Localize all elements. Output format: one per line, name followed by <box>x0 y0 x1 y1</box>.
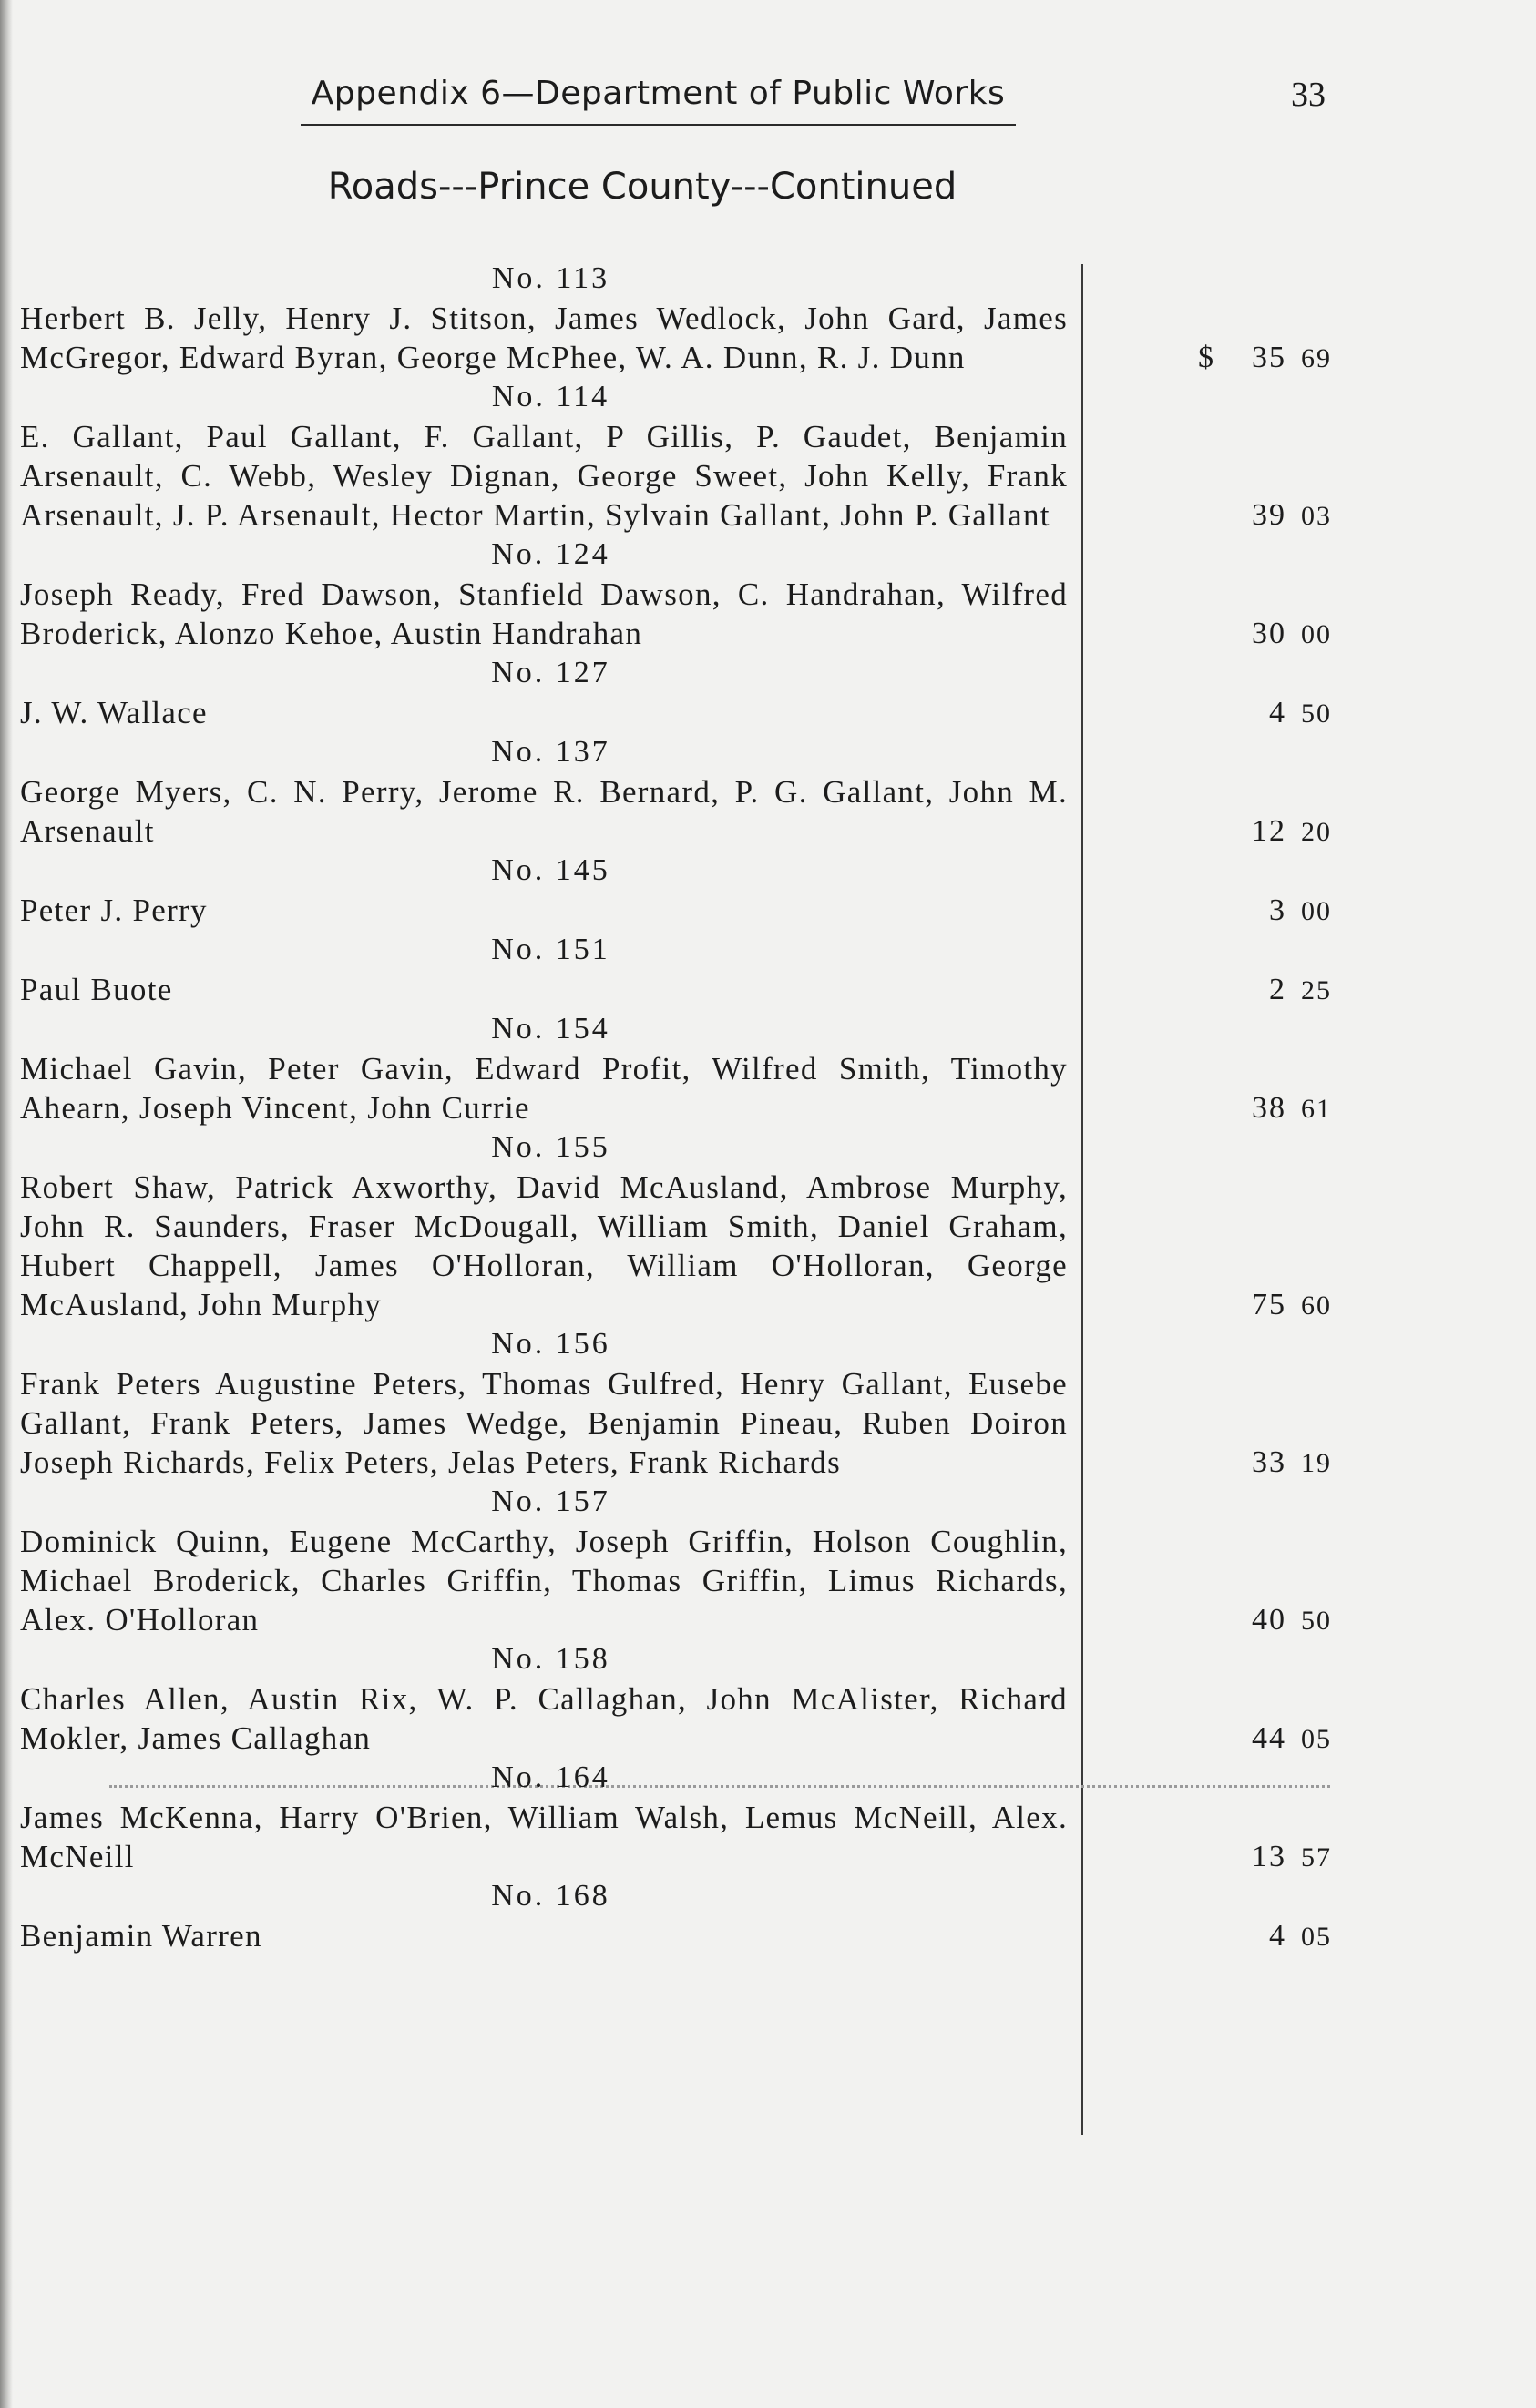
amount-cents: 69 <box>1301 343 1332 373</box>
worker-names: James McKenna, Harry O'Brien, William Walsh, Lemus McNeill, Alex. McNeill <box>20 1800 1068 1874</box>
ledger-entry <box>20 1758 1332 1876</box>
road-number: No. 114 <box>491 380 610 413</box>
ledger-entry <box>20 930 1332 1009</box>
worker-names: E. Gallant, Paul Gallant, F. Gallant, P Gillis, P. Gaudet, Benjamin Arsenault, C. Webb, Wesley Dignan, George Sweet, John Kelly, Frank Arsenault, J. P. Arsenault, Hector Martin, Sylvain Gallant, John P. Gallant <box>20 419 1068 533</box>
amount-cents: 61 <box>1301 1094 1332 1124</box>
amount-cents: 05 <box>1301 1724 1332 1754</box>
road-number: No. 157 <box>491 1485 610 1518</box>
worker-names: Paul Buote <box>20 972 173 1007</box>
ledger-entry <box>20 535 1332 653</box>
worker-names: George Myers, C. N. Perry, Jerome R. Bernard, P. G. Gallant, John M. Arsenault <box>20 774 1068 849</box>
amount-cents: 00 <box>1301 896 1332 926</box>
binding-edge <box>0 0 13 2408</box>
amount-dollars: 13 <box>1252 1840 1286 1873</box>
amount-cents: 57 <box>1301 1842 1332 1872</box>
road-number: No. 156 <box>491 1327 610 1361</box>
amount-dollars: 4 <box>1269 696 1286 730</box>
amount <box>1068 1721 1332 1758</box>
amount-dollars: 44 <box>1252 1721 1286 1755</box>
amount <box>1068 893 1332 930</box>
ledger-entry <box>20 1127 1332 1324</box>
road-number: No. 158 <box>491 1642 610 1676</box>
worker-names: Benjamin Warren <box>20 1918 262 1954</box>
road-number: No. 168 <box>491 1879 610 1913</box>
amount-cents: 20 <box>1301 817 1332 847</box>
amount-cents: 03 <box>1301 501 1332 531</box>
road-number: No. 154 <box>491 1012 610 1046</box>
road-number: No. 124 <box>491 537 610 571</box>
amount-dollars: 40 <box>1252 1603 1286 1637</box>
amount-dollars: 30 <box>1252 617 1286 650</box>
amount <box>1068 1288 1332 1324</box>
worker-names: J. W. Wallace <box>20 695 208 730</box>
amount <box>1068 973 1332 1009</box>
ledger-entry <box>20 1482 1332 1639</box>
worker-names: Charles Allen, Austin Rix, W. P. Callaghan, John McAlister, Richard Mokler, James Callaghan <box>20 1681 1068 1756</box>
header-rule <box>301 124 1016 126</box>
worker-names: Michael Gavin, Peter Gavin, Edward Profit, Wilfred Smith, Timothy Ahearn, Joseph Vincent, John Currie <box>20 1051 1068 1126</box>
amount-dollars: 33 <box>1252 1445 1286 1479</box>
amount-dollars: 2 <box>1269 973 1286 1006</box>
worker-names: Joseph Ready, Fred Dawson, Stanfield Dawson, C. Handrahan, Wilfred Broderick, Alonzo Kehoe, Austin Handrahan <box>20 576 1068 651</box>
amount <box>1068 498 1332 535</box>
amount-cents: 50 <box>1301 1606 1332 1636</box>
worker-names: Peter J. Perry <box>20 893 208 928</box>
amount-cents: 60 <box>1301 1291 1332 1321</box>
ledger-entry <box>20 1324 1332 1482</box>
amount-dollars: 39 <box>1252 498 1286 532</box>
road-number: No. 113 <box>491 261 610 295</box>
amount <box>1068 1603 1332 1639</box>
ledger-entry <box>20 259 1332 377</box>
amount-cents: 50 <box>1301 699 1332 729</box>
currency-symbol: $ <box>1198 341 1215 374</box>
amount-dollars: 3 <box>1269 893 1286 927</box>
road-number: No. 164 <box>491 1760 610 1794</box>
ledger-entry <box>20 1639 1332 1758</box>
road-number: No. 155 <box>491 1130 610 1164</box>
amount-dollars: 35 <box>1252 341 1286 374</box>
page-number: 33 <box>1291 76 1326 114</box>
amount-cents: 05 <box>1301 1922 1332 1952</box>
amount-dollars: 12 <box>1252 814 1286 848</box>
road-number: No. 145 <box>491 853 610 887</box>
amount-dollars: 75 <box>1252 1288 1286 1321</box>
ledger-entry <box>20 1876 1332 1955</box>
amount <box>1068 1840 1332 1876</box>
ledger <box>20 259 1332 1955</box>
road-number: No. 127 <box>491 656 610 689</box>
worker-names: Dominick Quinn, Eugene McCarthy, Joseph Griffin, Holson Coughlin, Michael Broderick, Charles Griffin, Thomas Griffin, Limus Richards, Alex. O'Holloran <box>20 1524 1068 1638</box>
amount-dollars: 38 <box>1252 1091 1286 1125</box>
running-title: Appendix 6—Department of Public Works <box>311 75 1006 112</box>
ledger-entry <box>20 1009 1332 1127</box>
amount <box>1068 1091 1332 1127</box>
amount-cents: 19 <box>1301 1448 1332 1478</box>
amount <box>1068 696 1332 732</box>
amount-dollars: 4 <box>1269 1919 1286 1953</box>
ledger-entry <box>20 653 1332 732</box>
ledger-entry <box>20 851 1332 930</box>
worker-names: Robert Shaw, Patrick Axworthy, David McAusland, Ambrose Murphy, John R. Saunders, Fraser McDougall, William Smith, Daniel Graham, Hubert Chappell, James O'Holloran, William O'Holloran, George McAusland, John Murphy <box>20 1169 1068 1322</box>
amount <box>1068 341 1332 377</box>
section-title: Roads---Prince County---Continued <box>327 166 957 208</box>
ledger-entry <box>20 377 1332 535</box>
road-number: No. 137 <box>491 735 610 769</box>
road-number: No. 151 <box>491 933 610 966</box>
amount <box>1068 1445 1332 1482</box>
worker-names: Frank Peters Augustine Peters, Thomas Gulfred, Henry Gallant, Eusebe Gallant, Frank Peters, James Wedge, Benjamin Pineau, Ruben Doiron Joseph Richards, Felix Peters, Jelas Peters, Frank Richards <box>20 1366 1068 1480</box>
amount <box>1068 814 1332 851</box>
amount-cents: 25 <box>1301 975 1332 1005</box>
amount <box>1068 1919 1332 1955</box>
worker-names: Herbert B. Jelly, Henry J. Stitson, James Wedlock, John Gard, James McGregor, Edward Byran, George McPhee, W. A. Dunn, R. J. Dunn <box>20 301 1068 375</box>
ledger-entry <box>20 732 1332 851</box>
amount <box>1068 617 1332 653</box>
amount-cents: 00 <box>1301 619 1332 649</box>
